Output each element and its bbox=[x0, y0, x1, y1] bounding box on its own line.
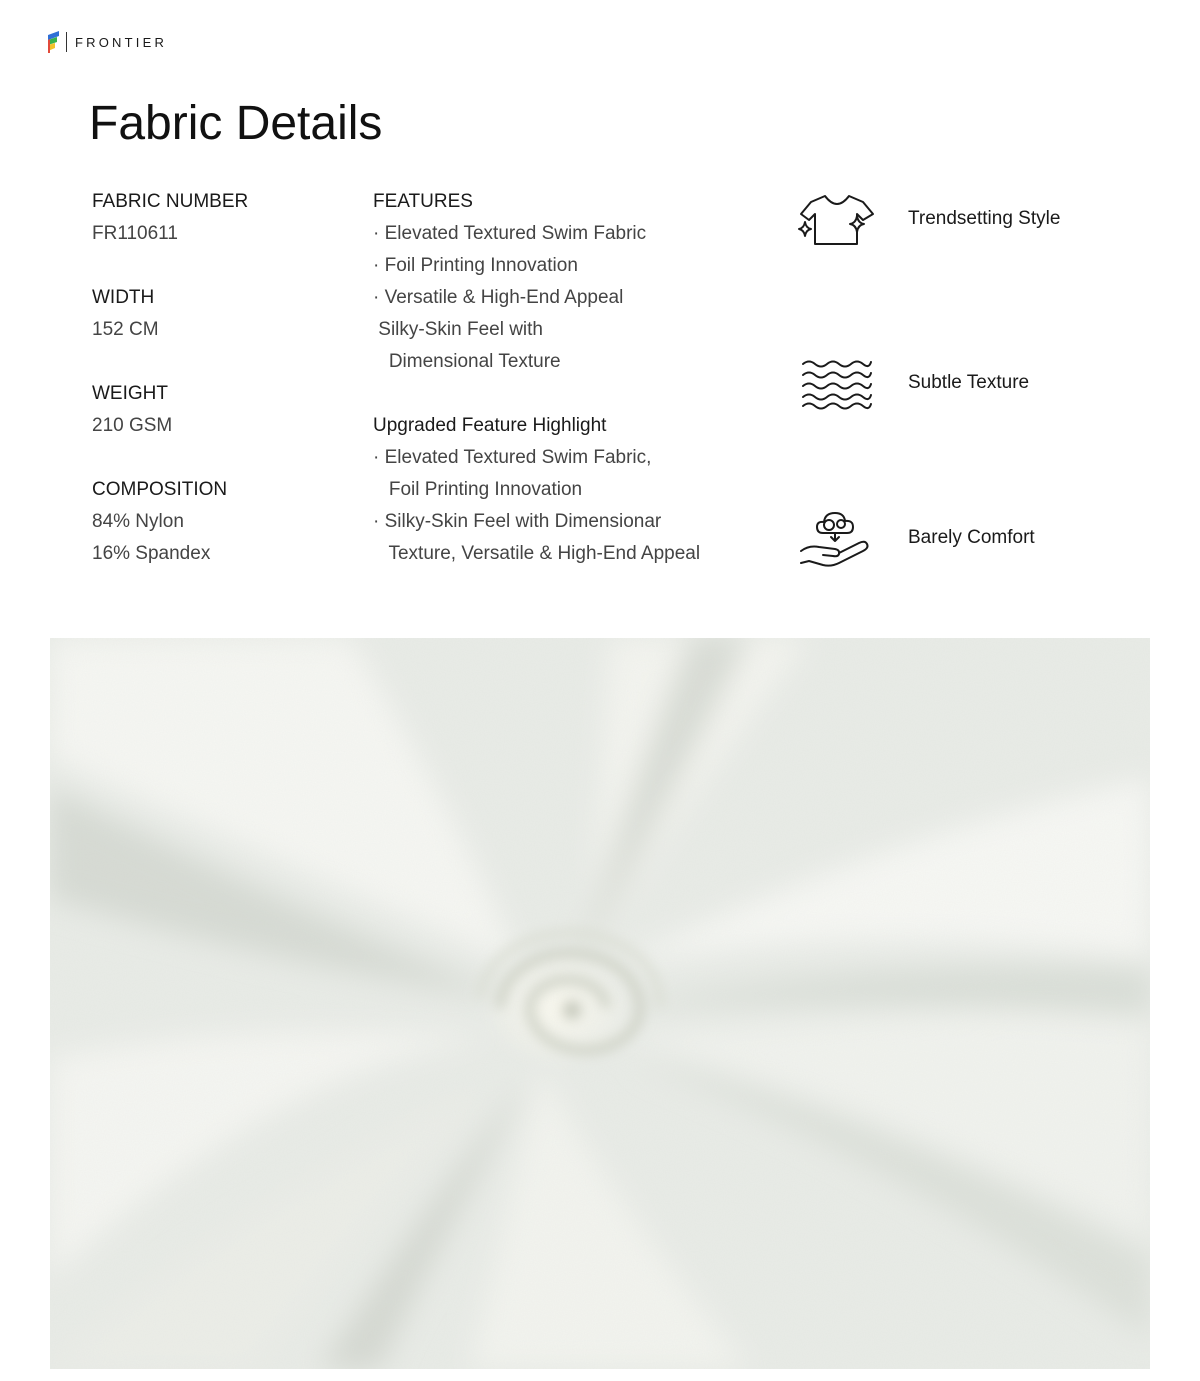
upgraded-line: Texture, Versatile & High-End Appeal bbox=[373, 543, 701, 564]
highlight-trendsetting bbox=[795, 188, 1060, 250]
upgraded-line: · Elevated Textured Swim Fabric, bbox=[373, 447, 652, 468]
logo-divider bbox=[66, 32, 67, 52]
spec-value: FR110611 bbox=[92, 223, 178, 244]
frontier-logo-icon bbox=[46, 31, 60, 53]
spec-label: FABRIC NUMBER bbox=[92, 191, 249, 212]
tshirt-sparkle-icon bbox=[795, 188, 879, 250]
feature-line: Dimensional Texture bbox=[373, 351, 561, 372]
highlight-texture bbox=[795, 352, 1029, 414]
waves-icon bbox=[795, 352, 879, 414]
features-group bbox=[373, 186, 773, 378]
page-title: Fabric Details bbox=[89, 97, 383, 150]
feature-line: · Foil Printing Innovation bbox=[373, 255, 578, 276]
upgraded-group bbox=[373, 410, 773, 570]
spec-label: WIDTH bbox=[92, 287, 155, 308]
spec-value: 210 GSM bbox=[92, 415, 173, 436]
spec-value: 84% Nylon bbox=[92, 511, 184, 532]
upgraded-line: · Silky-Skin Feel with Dimensionar bbox=[373, 511, 662, 532]
spec-label: COMPOSITION bbox=[92, 479, 228, 500]
spec-value: 16% Spandex bbox=[92, 543, 211, 564]
features-column bbox=[373, 186, 773, 570]
fabric-swirl-image bbox=[50, 638, 1150, 1369]
specs-column bbox=[92, 186, 352, 602]
brand-logo bbox=[46, 30, 167, 54]
upgraded-title: Upgraded Feature Highlight bbox=[373, 415, 607, 436]
brand-name: FRONTIER bbox=[75, 34, 168, 50]
features-title: FEATURES bbox=[373, 191, 473, 212]
highlight-label: Barely Comfort bbox=[908, 527, 1035, 548]
spec-label: WEIGHT bbox=[92, 383, 168, 404]
spec-value: 152 CM bbox=[92, 319, 159, 340]
hand-cloud-icon bbox=[795, 507, 879, 569]
highlight-label: Trendsetting Style bbox=[908, 208, 1061, 229]
spec-width bbox=[92, 282, 352, 346]
spec-composition bbox=[92, 474, 352, 570]
spec-fabric-number bbox=[92, 186, 352, 250]
spec-weight bbox=[92, 378, 352, 442]
fabric-swirl-photo bbox=[50, 638, 1150, 1369]
feature-line: · Elevated Textured Swim Fabric bbox=[373, 223, 647, 244]
feature-line: · Versatile & High-End Appeal bbox=[373, 287, 624, 308]
highlight-comfort bbox=[795, 507, 1035, 569]
feature-line: Silky-Skin Feel with bbox=[373, 319, 543, 340]
upgraded-line: Foil Printing Innovation bbox=[373, 479, 583, 500]
highlight-label: Subtle Texture bbox=[908, 372, 1030, 393]
